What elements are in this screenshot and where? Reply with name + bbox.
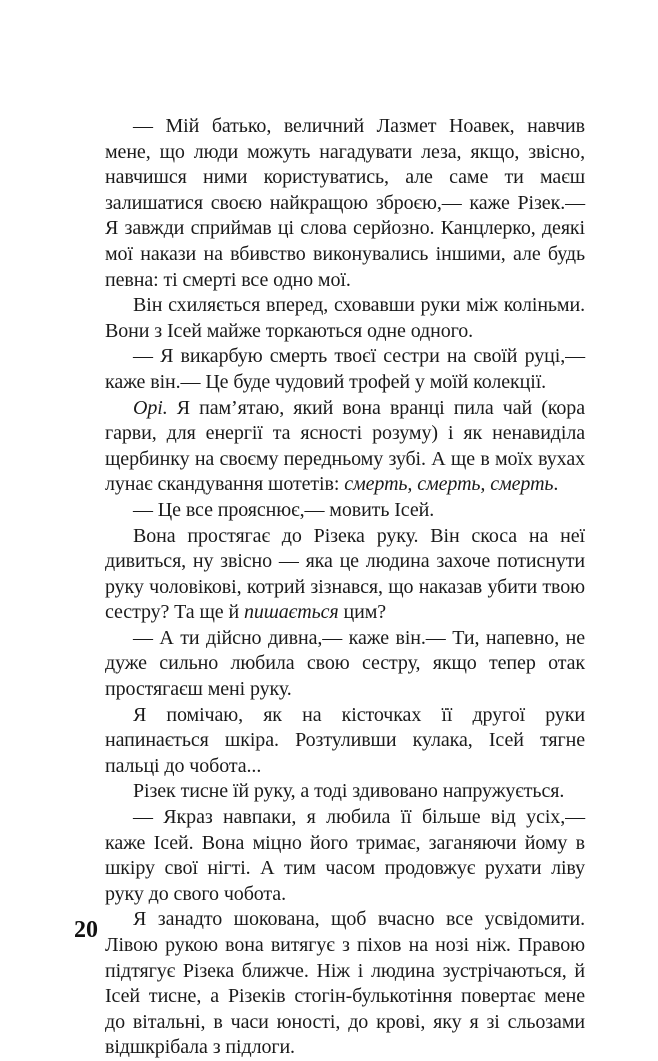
text-segment: Я занадто шокована, щоб вчасно все усвідомити. Лівою рукою вона витягує з піхов на нозі ніж. Правою підтягує Різека ближче. Ніж і людина зустрічаються, й Ісей тисне, а Різеків стогін-булькотіння повертає мене до вітальні, в часи юності, до крові, яку я зі сльозами відшкрібала з підлоги. (105, 908, 585, 1059)
italic-text: смерть, смерть, смерть (344, 473, 554, 496)
paragraph (105, 396, 585, 498)
page-body (105, 114, 585, 1061)
paragraph (105, 779, 585, 805)
paragraph (105, 626, 585, 703)
text-segment: Він схиляється вперед, сховавши руки між коліньми. Вони з Ісей майже торкаються одне одного. (105, 294, 585, 342)
text-segment: Вона простягає до Різека руку. Він скоса на неї дивиться, ну звісно — яка це людина захоче потиснути руку чоловікові, котрий зізнався, що наказав убити твою сестру? Та ще й (105, 524, 585, 624)
text-segment: Я помічаю, як на кісточках її другої руки напинається шкіра. Розтуливши кулака, Ісей тягне пальці до чобота... (105, 703, 585, 777)
text-segment: Я пам’ятаю, який вона вранці пила чай (кора гарви, для енергії та ясності розуму) і як ненавиділа щербинку на своєму передньому зубі. А ще в моїх вухах лунає скандування шотетів: (105, 396, 585, 496)
paragraph (105, 293, 585, 344)
text-segment: — Я викарбую смерть твоєї сестри на своїй руці,— каже він.— Це буде чудовий трофей у моїй колекції. (105, 345, 585, 393)
text-segment: . (553, 473, 559, 496)
text-segment: — Мій батько, величний Лазмет Ноавек, навчив мене, що люди можуть нагадувати леза, якщо, звісно, навчишся ними користуватись, але саме ти маєш залишатися своєю найкращою зброєю,— каже Різек.— Я завжди сприймав ці слова серйозно. Канцлерко, деякі мої накази на вбивство виконувались іншими, але будь певна: ті смерті все одно мої. (105, 115, 585, 291)
paragraph (105, 524, 585, 626)
text-segment: цим? (338, 601, 387, 624)
italic-text: пишається (243, 601, 339, 624)
text-segment: — А ти дійсно дивна,— каже він.— Ти, напевно, не дуже сильно любила свою сестру, якщо тепер отак простягаєш мені руку. (105, 626, 585, 701)
paragraph (105, 344, 585, 395)
paragraph (105, 498, 585, 524)
text-segment: — Якраз навпаки, я любила її більше від усіх,— каже Ісей. Вона міцно його тримає, заганяючи йому в шкіру свої нігті. А тим часом продовжує рухати ліву руку до свого чобота. (105, 806, 585, 905)
paragraph (105, 805, 585, 907)
text-segment: Різек тисне їй руку, а тоді здивовано напружується. (133, 780, 565, 803)
paragraph (105, 907, 585, 1061)
page-number: 20 (74, 917, 98, 943)
italic-text: Орі. (133, 396, 168, 419)
text-segment: — Це все прояснює,— мовить Ісей. (133, 498, 435, 521)
paragraph (105, 703, 585, 780)
paragraph (105, 114, 585, 293)
